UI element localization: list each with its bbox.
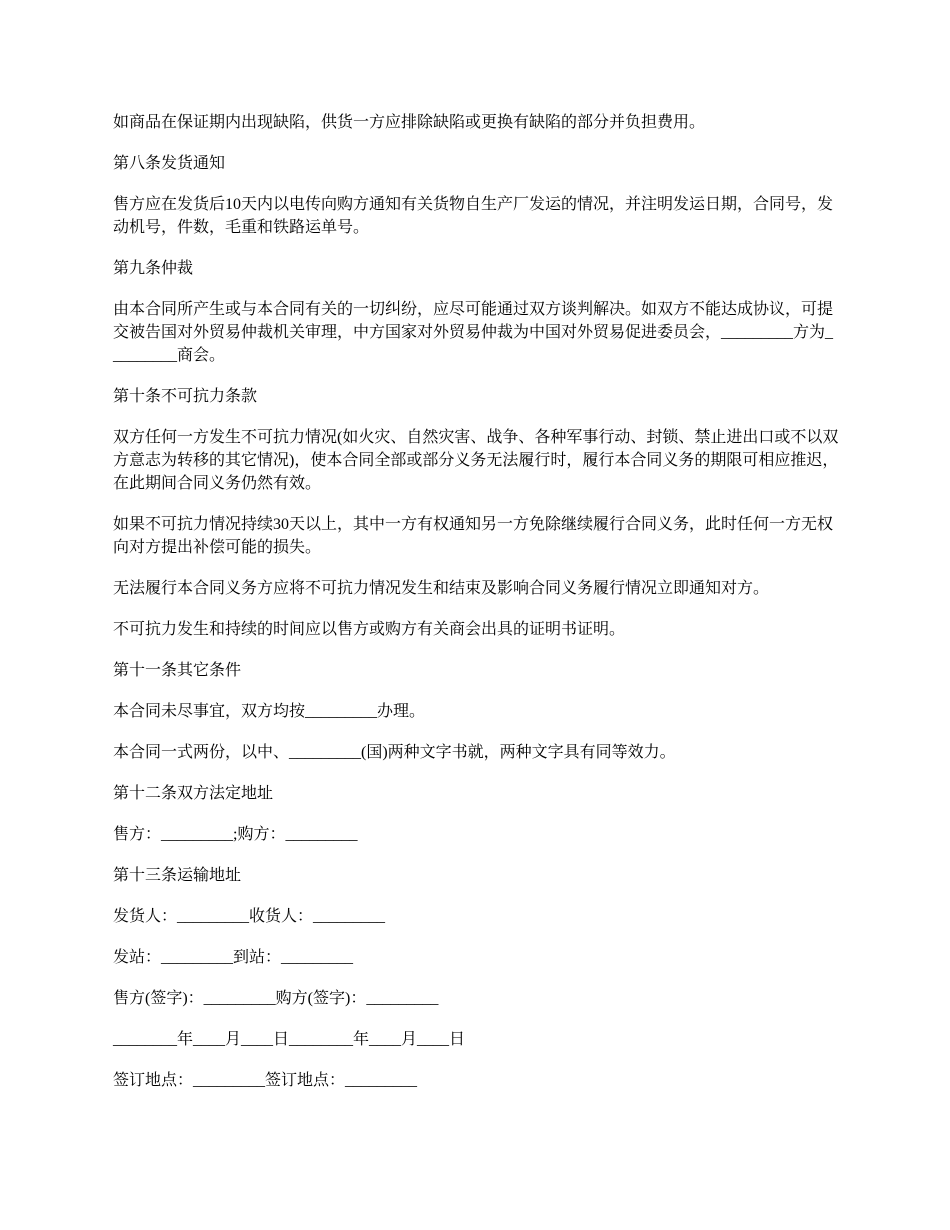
heading-article-10: 第十条不可抗力条款: [113, 388, 258, 405]
paragraph-force-majeure-1: 双方任何一方发生不可抗力情况(如火灾、自然灾害、战争、各种军事行动、封锁、禁止进出口或不以双方意志为转移的其它情况)，使本合同全部或部分义务无法履行时，履行本合同义务的期限可相应推迟，在此期间合同义务仍然有效。: [113, 429, 839, 492]
paragraph-force-majeure-4: 不可抗力发生和持续的时间应以售方或购方有关商会出具的证明书证明。: [113, 621, 626, 638]
document-page: [113, 111, 840, 1110]
line-signing-places: 签订地点：_________签订地点：_________: [113, 1072, 418, 1089]
heading-article-11: 第十一条其它条件: [113, 662, 242, 679]
paragraph-other-terms-2: 本合同一式两份，以中、_________(国)两种文字书就，两种文字具有同等效力。: [113, 744, 676, 761]
paragraph-arbitration: 由本合同所产生或与本合同有关的一切纠纷，应尽可能通过双方谈判解决。如双方不能达成协议，可提交被告国对外贸易仲裁机关审理，中方国家对外贸易仲裁为中国对外贸易促进委员会，_________方为_________商会。: [113, 301, 834, 364]
paragraph-force-majeure-2: 如果不可抗力情况持续30天以上，其中一方有权通知另一方免除继续履行合同义务，此时任何一方无权向对方提出补偿可能的损失。: [113, 516, 834, 556]
heading-article-9: 第九条仲裁: [113, 260, 194, 277]
paragraph-other-terms-1: 本合同未尽事宜，双方均按_________办理。: [113, 703, 426, 720]
line-signatures: 售方(签字)：_________购方(签字)：_________: [113, 990, 439, 1007]
heading-article-13: 第十三条运输地址: [113, 867, 242, 884]
heading-article-8: 第八条发货通知: [113, 155, 226, 172]
line-consignor-consignee: 发货人：_________收货人：_________: [113, 908, 386, 925]
line-legal-addresses: 售方：_________;购方：_________: [113, 826, 358, 843]
paragraph-warranty-defects: 如商品在保证期内出现缺陷，供货一方应排除缺陷或更换有缺陷的部分并负担费用。: [113, 114, 706, 131]
line-stations: 发站：_________到站：_________: [113, 949, 354, 966]
line-dates: ________年____月____日________年____月____日: [113, 1031, 466, 1048]
heading-article-12: 第十二条双方法定地址: [113, 785, 274, 802]
paragraph-force-majeure-3: 无法履行本合同义务方应将不可抗力情况发生和结束及影响合同义务履行情况立即通知对方。: [113, 580, 770, 597]
paragraph-shipping-notice: 售方应在发货后10天内以电传向购方通知有关货物自生产厂发运的情况，并注明发运日期，合同号，发动机号，件数，毛重和铁路运单号。: [113, 196, 834, 236]
